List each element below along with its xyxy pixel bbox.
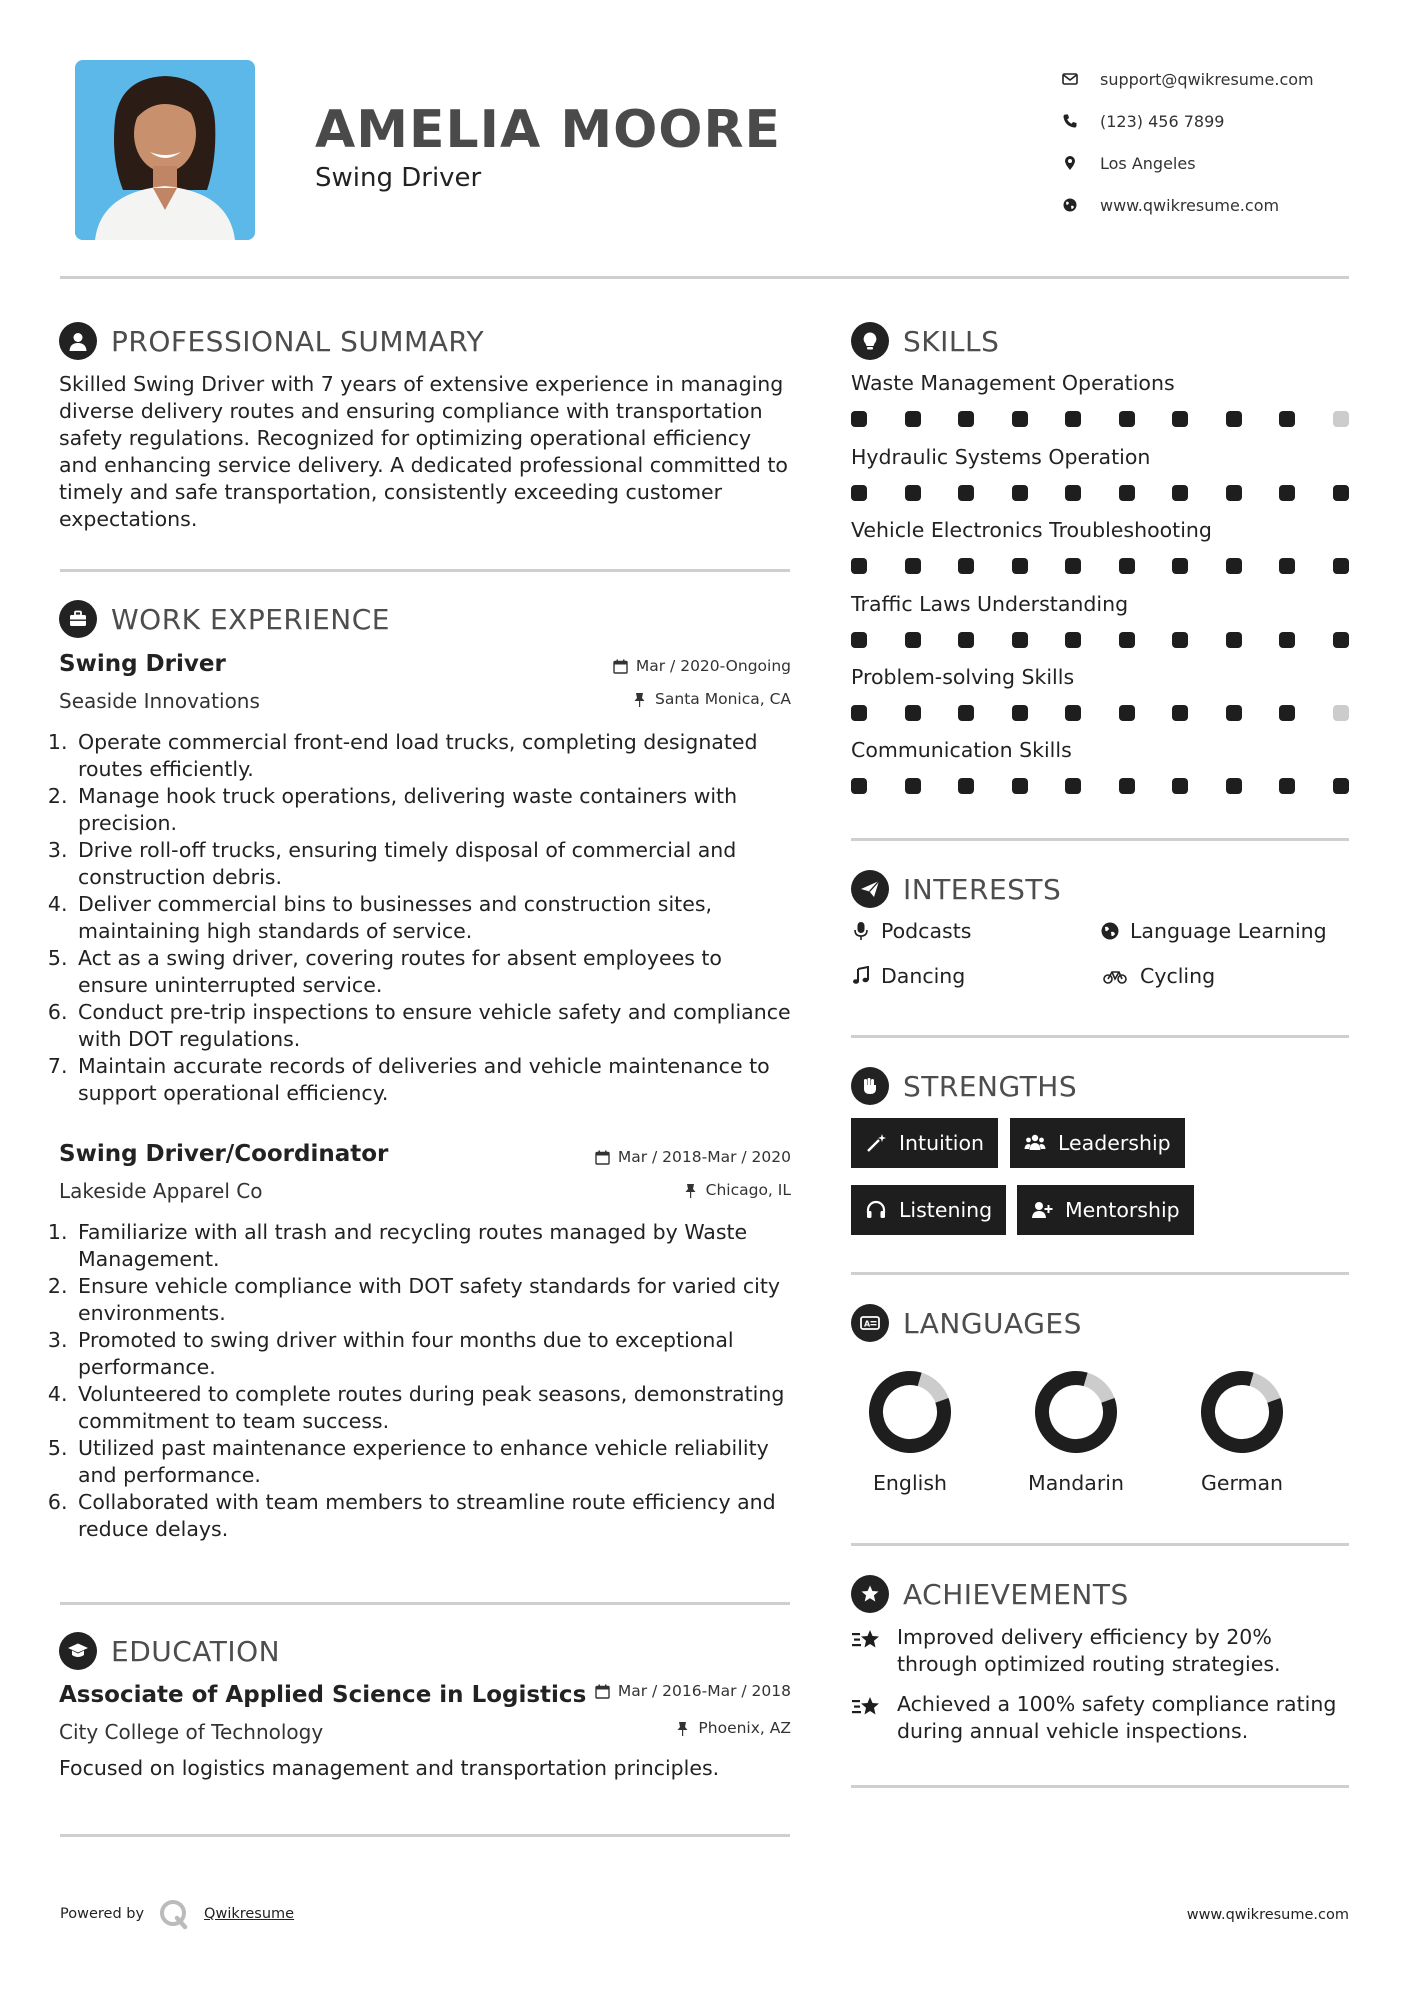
footer-website[interactable]: www.qwikresume.com [1186,1907,1349,1923]
website-text[interactable]: www.qwikresume.com [1100,195,1280,215]
calendar-icon [595,1684,610,1699]
languages-divider [851,1543,1349,1546]
skill-name: Traffic Laws Understanding [851,592,1129,616]
shooting-star-icon [851,1693,883,1723]
rating-dot-filled [958,485,974,501]
achievement-item-1 [851,1624,1349,1678]
skill-item [851,592,1349,648]
skills-heading [851,322,999,360]
list-item: 4. Deliver commercial bins to businesses and construction sites, maintaining high standards of service. [74,891,796,945]
pushpin-icon [632,692,647,707]
ring-fill [866,1368,953,1455]
skill-name: Communication Skills [851,738,1072,762]
magic-wand-icon [865,1132,887,1154]
job-1-company: Seaside Innovations [59,689,260,713]
contact-website [1062,184,1382,226]
rating-dot-filled [1119,558,1135,574]
rating-dot-filled [851,705,867,721]
rating-dot-filled [851,558,867,574]
candidate-title: Swing Driver [315,163,482,193]
envelope-icon [1062,71,1100,87]
interest-dancing [851,964,965,988]
language-item [1006,1367,1146,1495]
experience-divider [60,1602,790,1605]
rating-dot-filled [851,411,867,427]
lightbulb-icon [851,322,889,360]
rating-dot-filled [1012,778,1028,794]
list-item: 3. Drive roll-off trucks, ensuring timely disposal of commercial and construction debris. [74,837,796,891]
contact-phone [1062,100,1382,142]
pushpin-icon [683,1183,698,1198]
job-2-title: Swing Driver/Coordinator [59,1141,389,1167]
rating-dot-filled [1333,558,1349,574]
rating-dot-filled [905,778,921,794]
skills-heading-label: SKILLS [903,324,1000,358]
strength-label: Mentorship [1065,1198,1180,1222]
music-note-icon [851,966,871,986]
rating-dot-filled [1226,558,1242,574]
rating-dot-filled [1279,485,1295,501]
skill-rating [851,411,1349,427]
fist-icon [851,1067,889,1105]
languages-heading [851,1304,1082,1342]
skill-rating [851,485,1349,501]
language-proficiency-ring [865,1367,955,1457]
strengths-divider [851,1272,1349,1275]
microphone-icon [851,921,871,941]
summary-divider [60,569,790,572]
rating-dot-filled [1119,411,1135,427]
list-item: 3. Promoted to swing driver within four months due to exceptional performance. [74,1327,796,1381]
list-item: 6. Conduct pre-trip inspections to ensure vehicle safety and compliance with DOT regulations. [74,999,796,1053]
user-icon [59,322,97,360]
candidate-name: AMELIA MOORE [315,100,782,160]
strength-label: Listening [899,1198,993,1222]
experience-heading-label: WORK EXPERIENCE [111,602,390,636]
ring-fill [1198,1368,1285,1455]
skill-item [851,738,1349,794]
location-text: Los Angeles [1100,153,1196,173]
svg-text:A: A [864,1319,871,1329]
rating-dot-filled [851,632,867,648]
rating-dot-filled [958,411,974,427]
interest-language-learning [1100,919,1327,943]
headphones-icon [865,1199,887,1221]
rating-dot-filled [1065,632,1081,648]
phone-text[interactable]: (123) 456 7899 [1100,111,1225,131]
rating-dot-filled [1172,558,1188,574]
rating-dot-filled [1119,705,1135,721]
strength-label: Intuition [899,1131,985,1155]
education-description: Focused on logistics management and transportation principles. [59,1756,720,1780]
education-degree: Associate of Applied Science in Logistics [59,1682,587,1708]
ring-fill [1032,1368,1119,1455]
skill-item [851,518,1349,574]
language-name: Mandarin [1028,1471,1124,1495]
rating-dot-filled [1119,485,1135,501]
rating-dot-filled [905,632,921,648]
rating-dot-filled [1065,485,1081,501]
rating-dot-filled [1226,485,1242,501]
list-item: 7. Maintain accurate records of deliveries and vehicle maintenance to support operational efficiency. [74,1053,796,1107]
rating-dot-filled [905,411,921,427]
skill-name: Vehicle Electronics Troubleshooting [851,518,1212,542]
job-1-location [632,690,791,708]
language-item [1172,1367,1312,1495]
rating-dot-filled [1065,705,1081,721]
rating-dot-filled [1065,411,1081,427]
rating-dot-filled [1333,778,1349,794]
interest-label: Cycling [1140,964,1216,988]
rating-dot-filled [1119,778,1135,794]
user-plus-icon [1031,1199,1053,1221]
education-heading [59,1632,280,1670]
rating-dot-filled [1012,632,1028,648]
job-2-duties [56,1219,796,1543]
achievement-text: Improved delivery efficiency by 20% through optimized routing strategies. [897,1625,1281,1676]
globe-icon [1100,921,1120,941]
job-2-location-text: Chicago, IL [705,1181,791,1199]
rating-dot-filled [958,632,974,648]
education-divider [60,1834,790,1837]
rating-dot-filled [1333,632,1349,648]
skill-name: Problem-solving Skills [851,665,1075,689]
skill-rating [851,705,1349,721]
calendar-icon [613,659,628,674]
job-1-location-text: Santa Monica, CA [655,690,791,708]
interest-podcasts [851,919,971,943]
graduation-cap-icon [59,1632,97,1670]
rating-dot-filled [1012,558,1028,574]
rating-dot-filled [1226,778,1242,794]
rating-dot-filled [1012,411,1028,427]
achievements-heading-label: ACHIEVEMENTS [903,1577,1129,1611]
skill-name: Hydraulic Systems Operation [851,445,1151,469]
summary-heading [59,322,484,360]
contact-location [1062,142,1382,184]
rating-dot-filled [1172,705,1188,721]
strength-mentorship [1017,1185,1194,1235]
job-1-dates [613,657,791,675]
skill-rating [851,632,1349,648]
rating-dot-filled [1012,705,1028,721]
qwikresume-logo-icon [158,1898,190,1930]
rating-dot-filled [905,558,921,574]
briefcase-icon [59,600,97,638]
skills-divider [851,838,1349,841]
skill-rating [851,558,1349,574]
rating-dot-filled [958,778,974,794]
education-dates [595,1682,791,1700]
contact-block [1062,58,1382,226]
summary-text: Skilled Swing Driver with 7 years of extensive experience in managing diverse delivery routes and ensuring compliance with transportation safety regulations. Recognized for optimizing operational efficiency and enhancing service delivery. A dedicated professional committed to timely and safe transportation, consistently exceeding customer expectations. [59,372,788,531]
list-item: 2. Manage hook truck operations, delivering waste containers with precision. [74,783,796,837]
rating-dot-filled [1172,778,1188,794]
languages-heading-label: LANGUAGES [903,1306,1082,1340]
language-item [840,1367,980,1495]
language-name: German [1200,1471,1284,1495]
interest-label: Language Learning [1130,919,1327,943]
bicycle-icon [1100,966,1130,986]
rating-dot-filled [1279,411,1295,427]
calendar-icon [595,1150,610,1165]
rating-dot-filled [1065,558,1081,574]
job-2-location [683,1181,791,1199]
interest-label: Podcasts [881,919,972,943]
rating-dot-empty [1333,705,1349,721]
rating-dot-filled [1172,632,1188,648]
achievement-text: Achieved a 100% safety compliance rating during annual vehicle inspections. [897,1692,1337,1743]
job-1-dates-text: Mar / 2020-Ongoing [635,657,791,675]
interests-heading-label: INTERESTS [903,872,1062,906]
rating-dot-filled [1119,632,1135,648]
job-1-title: Swing Driver [59,651,226,677]
paper-plane-icon [851,870,889,908]
footer-powered-by [60,1898,294,1930]
language-name: English [872,1471,948,1495]
rating-dot-filled [1172,485,1188,501]
rating-dot-filled [958,705,974,721]
skill-item [851,371,1349,427]
rating-dot-filled [1012,485,1028,501]
rating-dot-empty [1333,411,1349,427]
education-school: City College of Technology [59,1720,324,1744]
achievements-heading [851,1575,1129,1613]
header-divider [60,276,1349,279]
profile-photo [75,60,255,240]
rating-dot-filled [1226,632,1242,648]
experience-heading [59,600,390,638]
achievement-item-2 [851,1691,1349,1745]
strength-label: Leadership [1058,1131,1171,1155]
list-item: 1. Familiarize with all trash and recycling routes managed by Waste Management. [74,1219,796,1273]
list-item: 6. Collaborated with team members to streamline route efficiency and reduce delays. [74,1489,796,1543]
contact-email [1062,58,1382,100]
interest-cycling [1100,964,1215,988]
powered-by-label: Powered by [60,1906,145,1922]
skill-rating [851,778,1349,794]
interests-heading [851,870,1061,908]
language-card-icon [851,1304,889,1342]
skill-item [851,445,1349,501]
pushpin-icon [675,1721,690,1736]
education-dates-text: Mar / 2016-Mar / 2018 [617,1682,791,1700]
strengths-heading [851,1067,1077,1105]
rating-dot-filled [958,558,974,574]
rating-dot-filled [851,778,867,794]
strength-listening [851,1185,1006,1235]
rating-dot-filled [1065,778,1081,794]
rating-dot-filled [851,485,867,501]
job-2-company: Lakeside Apparel Co [59,1179,263,1203]
rating-dot-filled [1279,705,1295,721]
rating-dot-filled [905,485,921,501]
rating-dot-filled [905,705,921,721]
job-2-dates-text: Mar / 2018-Mar / 2020 [617,1148,791,1166]
users-icon [1024,1132,1046,1154]
list-item: 5. Act as a swing driver, covering routes for absent employees to ensure uninterrupted service. [74,945,796,999]
job-2-dates [595,1148,791,1166]
skill-item [851,665,1349,721]
strength-leadership [1010,1118,1185,1168]
strength-intuition [851,1118,998,1168]
language-proficiency-ring [1031,1367,1121,1457]
rating-dot-filled [1172,411,1188,427]
rating-dot-filled [1279,778,1295,794]
education-location [675,1719,791,1737]
strengths-heading-label: STRENGTHS [903,1069,1078,1103]
list-item: 1. Operate commercial front-end load trucks, completing designated routes efficiently. [74,729,796,783]
education-location-text: Phoenix, AZ [698,1719,791,1737]
list-item: 4. Volunteered to complete routes during peak seasons, demonstrating commitment to team success. [74,1381,796,1435]
skill-name: Waste Management Operations [851,371,1175,395]
email-text[interactable]: support@qwikresume.com [1100,69,1314,89]
job-1-duties [56,729,796,1107]
phone-icon [1062,113,1100,129]
star-badge-icon [851,1575,889,1613]
map-pin-icon [1062,155,1100,171]
shooting-star-icon [851,1626,883,1656]
interest-label: Dancing [881,964,966,988]
globe-icon [1062,197,1100,213]
rating-dot-filled [1226,411,1242,427]
achievements-divider [851,1785,1349,1788]
language-proficiency-ring [1197,1367,1287,1457]
interests-divider [851,1035,1349,1038]
education-heading-label: EDUCATION [111,1634,281,1668]
rating-dot-filled [1333,485,1349,501]
list-item: 2. Ensure vehicle compliance with DOT safety standards for varied city environments. [74,1273,796,1327]
rating-dot-filled [1279,632,1295,648]
list-item: 5. Utilized past maintenance experience to enhance vehicle reliability and performance. [74,1435,796,1489]
qwikresume-link[interactable]: Qwikresume [204,1906,295,1922]
summary-heading-label: PROFESSIONAL SUMMARY [111,324,485,358]
rating-dot-filled [1279,558,1295,574]
rating-dot-filled [1226,705,1242,721]
